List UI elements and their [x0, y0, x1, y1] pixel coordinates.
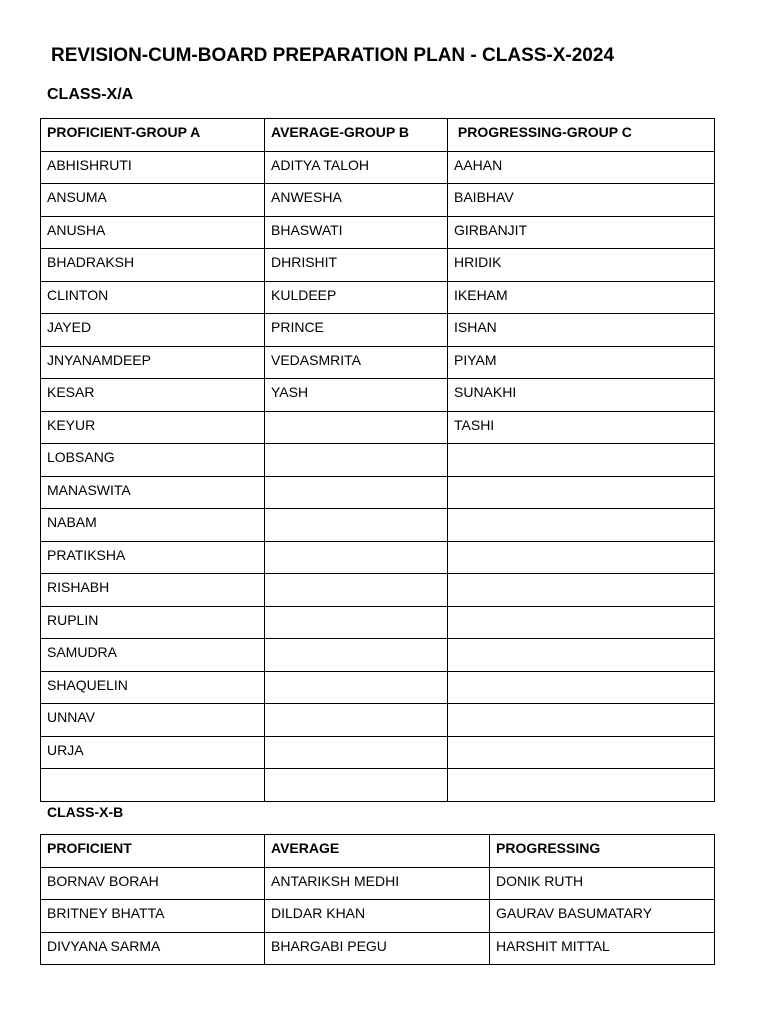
class-a-cell-progressing — [448, 606, 715, 639]
class-a-table-row — [41, 574, 715, 607]
class-a-cell-progressing — [448, 541, 715, 574]
class-a-cell-progressing: SUNAKHI — [448, 379, 715, 412]
class-a-cell-average: VEDASMRITA — [265, 346, 448, 379]
class-a-cell-average: KULDEEP — [265, 281, 448, 314]
class-a-cell-proficient: URJA — [41, 736, 265, 769]
class-a-table-row — [41, 216, 715, 249]
class-a-cell-proficient: RUPLIN — [41, 606, 265, 639]
class-b-cell-progressing: DONIK RUTH — [490, 867, 715, 900]
class-a-cell-progressing — [448, 509, 715, 542]
class-a-cell-proficient: LOBSANG — [41, 444, 265, 477]
class-a-table-row — [41, 281, 715, 314]
class-a-table-row — [41, 541, 715, 574]
class-b-header-progressing: PROGRESSING — [490, 835, 715, 868]
class-a-table-row — [41, 184, 715, 217]
class-a-cell-average — [265, 606, 448, 639]
class-a-header-progressing: PROGRESSING-GROUP C — [448, 119, 715, 152]
class-a-cell-progressing — [448, 444, 715, 477]
class-a-cell-proficient — [41, 769, 265, 802]
class-a-table-row — [41, 346, 715, 379]
class-b-heading: CLASS-X-B — [47, 804, 124, 820]
class-a-table-row — [41, 249, 715, 282]
class-a-table-row — [41, 704, 715, 737]
class-b-table-row — [41, 900, 715, 933]
class-a-cell-average — [265, 476, 448, 509]
class-a-cell-progressing — [448, 704, 715, 737]
class-a-cell-progressing: PIYAM — [448, 346, 715, 379]
class-b-cell-progressing: GAURAV BASUMATARY — [490, 900, 715, 933]
class-a-table-body — [41, 151, 715, 801]
class-a-cell-proficient: KESAR — [41, 379, 265, 412]
class-a-cell-average: BHASWATI — [265, 216, 448, 249]
class-a-cell-average — [265, 736, 448, 769]
class-a-cell-proficient: NABAM — [41, 509, 265, 542]
class-a-header-proficient: PROFICIENT-GROUP A — [41, 119, 265, 152]
class-a-table — [40, 118, 715, 802]
class-a-cell-average — [265, 411, 448, 444]
class-a-cell-average: ANWESHA — [265, 184, 448, 217]
class-a-cell-proficient: CLINTON — [41, 281, 265, 314]
class-a-cell-proficient: ANSUMA — [41, 184, 265, 217]
class-a-cell-proficient: ANUSHA — [41, 216, 265, 249]
class-b-cell-average: ANTARIKSH MEDHI — [265, 867, 490, 900]
class-a-cell-progressing — [448, 476, 715, 509]
class-a-cell-progressing — [448, 574, 715, 607]
class-a-cell-average: PRINCE — [265, 314, 448, 347]
class-b-cell-proficient: BRITNEY BHATTA — [41, 900, 265, 933]
class-a-table-row — [41, 444, 715, 477]
class-a-cell-proficient: RISHABH — [41, 574, 265, 607]
class-a-cell-average: ADITYA TALOH — [265, 151, 448, 184]
class-a-table-row — [41, 736, 715, 769]
class-a-cell-progressing: HRIDIK — [448, 249, 715, 282]
class-b-table-row — [41, 932, 715, 965]
class-b-cell-average: BHARGABI PEGU — [265, 932, 490, 965]
class-a-cell-progressing: ISHAN — [448, 314, 715, 347]
class-a-cell-proficient: ABHISHRUTI — [41, 151, 265, 184]
document-title: REVISION-CUM-BOARD PREPARATION PLAN - CLASS-X-2024 — [51, 45, 615, 66]
class-a-cell-average — [265, 639, 448, 672]
class-a-cell-average — [265, 704, 448, 737]
class-a-header-row — [41, 119, 715, 152]
class-a-cell-progressing: GIRBANJIT — [448, 216, 715, 249]
class-a-table-row — [41, 606, 715, 639]
class-b-table-body — [41, 867, 715, 965]
class-a-cell-average: YASH — [265, 379, 448, 412]
class-a-table-row — [41, 411, 715, 444]
class-a-table-row — [41, 379, 715, 412]
class-a-table-row — [41, 476, 715, 509]
class-a-cell-average — [265, 509, 448, 542]
class-b-cell-proficient: DIVYANA SARMA — [41, 932, 265, 965]
class-a-cell-progressing — [448, 736, 715, 769]
class-a-cell-proficient: SAMUDRA — [41, 639, 265, 672]
class-a-cell-proficient: JAYED — [41, 314, 265, 347]
class-b-header-proficient: PROFICIENT — [41, 835, 265, 868]
class-a-cell-progressing: AAHAN — [448, 151, 715, 184]
class-a-table-row — [41, 671, 715, 704]
class-a-table-row — [41, 314, 715, 347]
class-a-cell-proficient: KEYUR — [41, 411, 265, 444]
class-a-table-row — [41, 639, 715, 672]
class-a-cell-proficient: PRATIKSHA — [41, 541, 265, 574]
class-a-cell-proficient: MANASWITA — [41, 476, 265, 509]
class-b-cell-average: DILDAR KHAN — [265, 900, 490, 933]
class-a-cell-average — [265, 574, 448, 607]
class-a-cell-progressing — [448, 671, 715, 704]
class-a-cell-progressing — [448, 639, 715, 672]
class-a-cell-average — [265, 769, 448, 802]
class-a-heading: CLASS-X/A — [47, 86, 134, 103]
class-b-table-row — [41, 867, 715, 900]
class-b-header-average: AVERAGE — [265, 835, 490, 868]
class-a-cell-progressing: IKEHAM — [448, 281, 715, 314]
class-a-cell-average — [265, 671, 448, 704]
class-a-cell-proficient: BHADRAKSH — [41, 249, 265, 282]
class-b-cell-progressing: HARSHIT MITTAL — [490, 932, 715, 965]
class-b-table — [40, 834, 715, 965]
class-a-cell-proficient: UNNAV — [41, 704, 265, 737]
class-a-header-average: AVERAGE-GROUP B — [265, 119, 448, 152]
class-a-cell-average — [265, 444, 448, 477]
class-b-cell-proficient: BORNAV BORAH — [41, 867, 265, 900]
class-a-cell-progressing: BAIBHAV — [448, 184, 715, 217]
class-a-cell-progressing: TASHI — [448, 411, 715, 444]
class-b-header-row — [41, 835, 715, 868]
class-a-table-row — [41, 151, 715, 184]
class-a-cell-average — [265, 541, 448, 574]
class-a-cell-proficient: JNYANAMDEEP — [41, 346, 265, 379]
class-a-cell-progressing — [448, 769, 715, 802]
class-a-cell-average: DHRISHIT — [265, 249, 448, 282]
class-a-cell-proficient: SHAQUELIN — [41, 671, 265, 704]
class-a-table-row — [41, 769, 715, 802]
class-a-table-row — [41, 509, 715, 542]
